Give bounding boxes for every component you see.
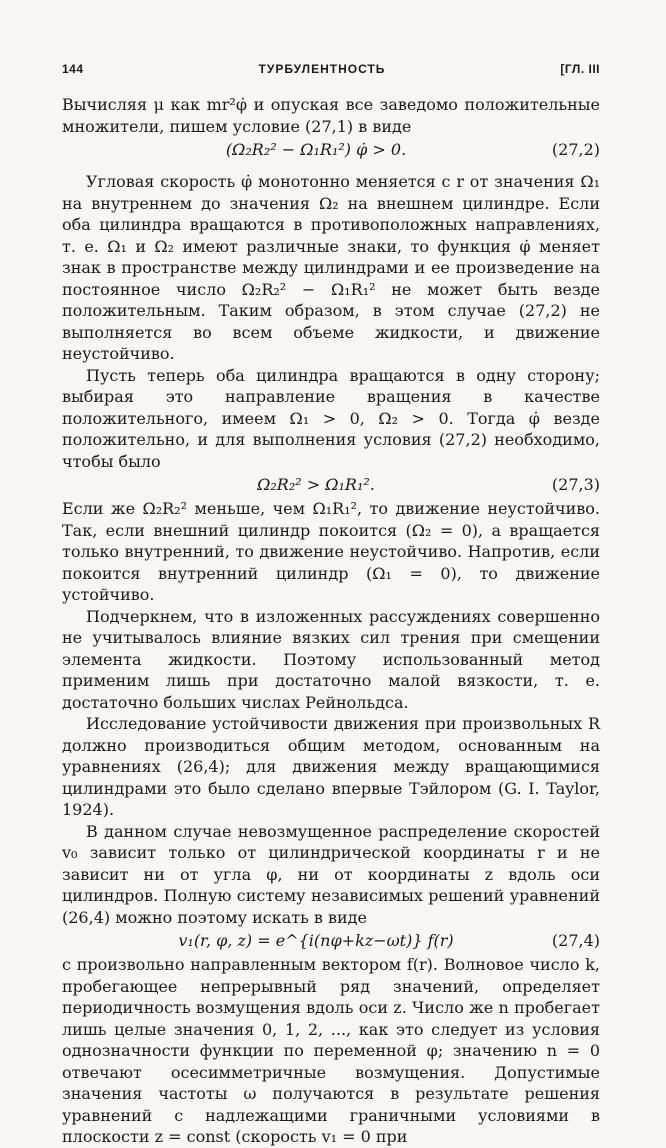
equation-body: (Ω₂R₂² − Ω₁R₁²) φ̇ > 0. <box>225 140 407 159</box>
equation-27-4 <box>62 930 600 952</box>
page-number: 144 <box>62 62 84 76</box>
running-header <box>62 62 600 76</box>
equation-body: Ω₂R₂² > Ω₁R₁². <box>257 475 375 494</box>
paragraph-3: Пусть теперь оба цилиндра вращаются в одну сторону; выбирая это направление вращения в качестве положительного, имеем Ω₁ > 0, Ω₂ > 0. Тогда φ̇ везде положительно, и для выполнения условия (27,2) необходимо, чтобы было <box>62 365 600 471</box>
paragraph-4: Если же Ω₂R₂² меньше, чем Ω₁R₁², то движение неустойчиво. Так, если внешний цилиндр покоится (Ω₂ = 0), а вращается только внутренний, то движение неустойчиво. Напротив, если покоится внутренний цилиндр (Ω₁ = 0), то движение устойчиво. <box>62 499 600 604</box>
equation-27-3 <box>62 474 600 496</box>
equation-label: (27,2) <box>551 140 600 159</box>
paragraph-2: Угловая скорость φ̇ монотонно меняется с r от значения Ω₁ на внутреннем до значения Ω₂ на внешнем цилиндре. Если оба цилиндра вращаются в противоположных направлениях, т. е. Ω₁ и Ω₂ имеют различные знаки, то функция φ̇ меняет знак в пространстве между цилиндрами и ее произведение на постоянное число Ω₂R₂² − Ω₁R₁² не может быть везде положительным. Таким образом, в этом случае (27,2) не выполняется во всем объеме жидкости, и движение неустойчиво. <box>62 172 600 363</box>
paragraph-8: с произвольно направленным вектором f(r). Волновое число k, пробегающее непрерывный ряд значений, определяет периодичность возмущения вдоль оси z. Число же n пробегает лишь целые значения 0, 1, 2, ..., как это следует из условия однозначности функции по переменной φ; значению n = 0 отвечают осесимметричные возмущения. Допустимые значения частоты ω получаются в результате решения уравнений с надлежащими граничными условиями в плоскости z = const (скорость v₁ = 0 при <box>62 955 600 1146</box>
paragraph-1: Вычисляя μ как mr²φ̇ и опуская все заведомо положительные множители, пишем условие (27,1) в виде <box>62 95 600 136</box>
equation-label: (27,4) <box>551 931 600 950</box>
equation-label: (27,3) <box>551 475 600 494</box>
equation-body: v₁(r, φ, z) = e^{i(nφ+kz−ωt)} f(r) <box>178 931 454 950</box>
chapter-marker: [ГЛ. III <box>560 62 600 76</box>
running-title: ТУРБУЛЕНТНОСТЬ <box>258 62 386 76</box>
paragraph-6: Исследование устойчивости движения при произвольных R должно производиться общим методом, основанным на уравнениях (26,4); для движения между вращающимися цилиндрами это было сделано впервые Тэйлором (G. I. Taylor, 1924). <box>62 714 600 819</box>
equation-27-2 <box>62 139 600 161</box>
paragraph-5: Подчеркнем, что в изложенных рассуждениях совершенно не учитывалось влияние вязких сил трения при смещении элемента жидкости. Поэтому использованный метод применим лишь при достаточно малой вязкости, т. е. достаточно больших числах Рейнольдса. <box>62 606 600 712</box>
paragraph-7: В данном случае невозмущенное распределение скоростей v₀ зависит только от цилиндрической координаты r и не зависит ни от угла φ, ни от координаты z вдоль оси цилиндров. Полную систему независимых решений уравнений (26,4) можно поэтому искать в виде <box>62 821 600 927</box>
